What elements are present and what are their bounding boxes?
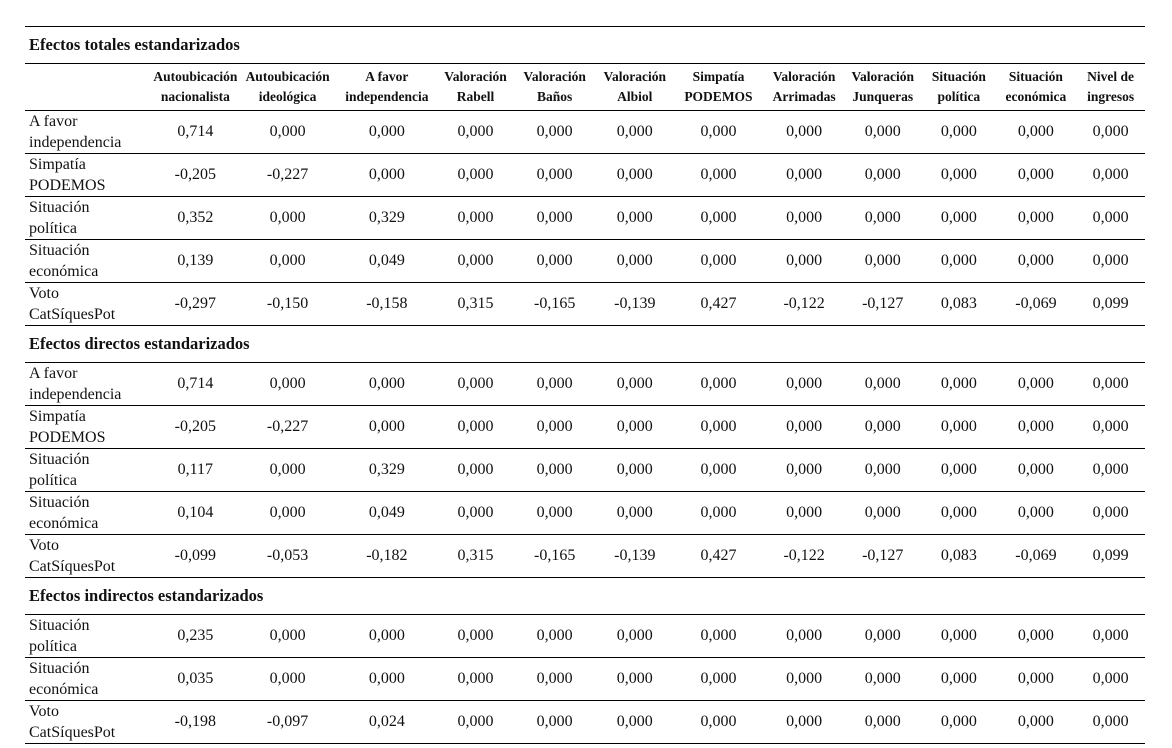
value-cell: -0,165 (512, 283, 598, 326)
value-cell: 0,000 (843, 197, 922, 240)
value-cell: 0,000 (1076, 492, 1145, 535)
value-cell: -0,069 (996, 283, 1077, 326)
value-cell: -0,182 (334, 535, 439, 578)
value-cell: 0,000 (996, 615, 1077, 658)
value-cell: 0,000 (765, 406, 844, 449)
column-header (922, 64, 996, 111)
value-cell: 0,083 (922, 535, 996, 578)
value-cell: 0,000 (241, 197, 335, 240)
value-cell: 0,099 (1076, 535, 1145, 578)
value-cell: 0,000 (843, 658, 922, 701)
column-header-line: Valoración (851, 69, 914, 84)
value-cell: -0,127 (843, 535, 922, 578)
value-cell: 0,000 (241, 363, 335, 406)
value-cell: -0,165 (512, 535, 598, 578)
value-cell: 0,000 (672, 111, 765, 154)
column-header-line: Situación (1008, 69, 1063, 84)
value-cell: 0,000 (996, 363, 1077, 406)
column-header-line: ideológica (258, 89, 317, 104)
value-cell: 0,000 (334, 154, 439, 197)
column-header-line: económica (1005, 89, 1067, 104)
value-cell: 0,714 (150, 363, 241, 406)
value-cell: 0,000 (241, 492, 335, 535)
column-header (150, 64, 241, 111)
value-cell: 0,139 (150, 240, 241, 283)
row-label-line: económica (29, 515, 99, 532)
value-cell: 0,000 (843, 492, 922, 535)
value-cell: 0,000 (922, 615, 996, 658)
column-header (439, 64, 512, 111)
value-cell: 0,000 (922, 197, 996, 240)
row-label-line: Voto (29, 537, 59, 554)
row-label (25, 615, 150, 658)
value-cell: 0,000 (334, 363, 439, 406)
value-cell: 0,049 (334, 240, 439, 283)
value-cell: 0,000 (996, 701, 1077, 744)
value-cell: 0,000 (439, 406, 512, 449)
value-cell: 0,000 (922, 111, 996, 154)
value-cell: 0,000 (843, 701, 922, 744)
value-cell: 0,000 (765, 197, 844, 240)
value-cell: 0,000 (672, 197, 765, 240)
value-cell: 0,000 (843, 363, 922, 406)
value-cell: 0,000 (765, 492, 844, 535)
value-cell: 0,329 (334, 197, 439, 240)
value-cell: 0,000 (439, 363, 512, 406)
value-cell: 0,000 (512, 154, 598, 197)
table-row (25, 406, 1145, 449)
value-cell: 0,000 (996, 197, 1077, 240)
value-cell: 0,000 (334, 615, 439, 658)
column-header (843, 64, 922, 111)
column-header (996, 64, 1077, 111)
value-cell: 0,000 (672, 701, 765, 744)
row-label (25, 283, 150, 326)
column-header-line: Autoubicación (153, 69, 238, 84)
row-label-line: independencia (29, 134, 122, 151)
row-label-line: CatSíquesPot (29, 724, 116, 741)
value-cell: 0,000 (1076, 154, 1145, 197)
table-row (25, 154, 1145, 197)
value-cell: 0,000 (598, 240, 673, 283)
column-header-line: Nivel de (1087, 69, 1135, 84)
row-label-line: Voto (29, 285, 59, 302)
value-cell: -0,227 (241, 154, 335, 197)
column-header (672, 64, 765, 111)
value-cell: 0,000 (439, 701, 512, 744)
row-label-line: política (29, 472, 77, 489)
value-cell: 0,000 (843, 111, 922, 154)
row-label-line: independencia (29, 386, 122, 403)
table-row (25, 701, 1145, 744)
table-row (25, 449, 1145, 492)
value-cell: 0,427 (672, 283, 765, 326)
column-header-line: Baños (537, 89, 573, 104)
value-cell: 0,000 (439, 449, 512, 492)
value-cell: -0,122 (765, 535, 844, 578)
value-cell: 0,000 (1076, 111, 1145, 154)
value-cell: 0,000 (765, 363, 844, 406)
row-label (25, 535, 150, 578)
value-cell: 0,000 (512, 701, 598, 744)
value-cell: 0,000 (598, 363, 673, 406)
row-label (25, 449, 150, 492)
row-label (25, 701, 150, 744)
value-cell: 0,000 (598, 492, 673, 535)
value-cell: 0,000 (598, 658, 673, 701)
value-cell: 0,000 (843, 406, 922, 449)
column-header-row (25, 64, 1145, 111)
row-label-line: Simpatía (29, 408, 86, 425)
table-row (25, 111, 1145, 154)
value-cell: 0,000 (598, 406, 673, 449)
value-cell: 0,000 (1076, 406, 1145, 449)
row-label (25, 111, 150, 154)
value-cell: 0,000 (765, 449, 844, 492)
value-cell: 0,000 (996, 492, 1077, 535)
column-header-line: Albiol (617, 89, 653, 104)
value-cell: 0,000 (672, 658, 765, 701)
column-header (334, 64, 439, 111)
value-cell: 0,000 (765, 658, 844, 701)
value-cell: 0,000 (512, 111, 598, 154)
column-header-line: Valoración (603, 69, 667, 84)
value-cell: -0,099 (150, 535, 241, 578)
column-header-line: Rabell (456, 89, 495, 104)
value-cell: 0,000 (922, 240, 996, 283)
value-cell: 0,000 (672, 406, 765, 449)
value-cell: 0,000 (996, 154, 1077, 197)
value-cell: 0,000 (765, 615, 844, 658)
row-label-line: Situación (29, 617, 90, 634)
value-cell: 0,104 (150, 492, 241, 535)
value-cell: 0,000 (996, 240, 1077, 283)
value-cell: 0,000 (512, 449, 598, 492)
value-cell: 0,000 (334, 658, 439, 701)
value-cell: 0,000 (922, 658, 996, 701)
value-cell: 0,000 (672, 363, 765, 406)
value-cell: 0,000 (334, 111, 439, 154)
value-cell: 0,000 (765, 701, 844, 744)
value-cell: 0,099 (1076, 283, 1145, 326)
value-cell: 0,000 (439, 111, 512, 154)
value-cell: -0,069 (996, 535, 1077, 578)
value-cell: 0,000 (439, 240, 512, 283)
table-row (25, 615, 1145, 658)
value-cell: 0,000 (922, 449, 996, 492)
column-header (241, 64, 335, 111)
column-header (512, 64, 598, 111)
value-cell: 0,000 (241, 240, 335, 283)
value-cell: 0,329 (334, 449, 439, 492)
value-cell: 0,000 (1076, 701, 1145, 744)
value-cell: 0,000 (439, 197, 512, 240)
value-cell: 0,000 (765, 240, 844, 283)
value-cell: 0,000 (922, 154, 996, 197)
column-header-line: política (937, 89, 981, 104)
column-header-line: A favor (365, 69, 409, 84)
value-cell: 0,000 (765, 154, 844, 197)
value-cell: 0,000 (765, 111, 844, 154)
row-label-line: económica (29, 263, 99, 280)
value-cell: 0,000 (922, 492, 996, 535)
row-label-line: Situación (29, 494, 90, 511)
table-row (25, 197, 1145, 240)
row-label (25, 492, 150, 535)
value-cell: 0,000 (1076, 658, 1145, 701)
row-label-line: Situación (29, 242, 90, 259)
row-label-line: política (29, 220, 77, 237)
value-cell: 0,000 (439, 492, 512, 535)
effects-table-container (25, 26, 1145, 744)
section-title: Efectos indirectos estandarizados (25, 578, 1145, 615)
value-cell: 0,000 (334, 406, 439, 449)
value-cell: 0,000 (512, 240, 598, 283)
value-cell: 0,000 (512, 406, 598, 449)
value-cell: -0,097 (241, 701, 335, 744)
table-row (25, 240, 1145, 283)
row-label-line: CatSíquesPot (29, 306, 116, 323)
value-cell: -0,227 (241, 406, 335, 449)
table-row (25, 283, 1145, 326)
value-cell: 0,000 (241, 615, 335, 658)
row-label-line: Simpatía (29, 156, 86, 173)
value-cell: 0,000 (598, 615, 673, 658)
value-cell: 0,000 (439, 154, 512, 197)
value-cell: 0,000 (672, 240, 765, 283)
value-cell: 0,000 (439, 615, 512, 658)
row-label-line: A favor (29, 365, 78, 382)
value-cell: 0,035 (150, 658, 241, 701)
value-cell: 0,315 (439, 283, 512, 326)
value-cell: 0,024 (334, 701, 439, 744)
row-label-line: política (29, 638, 77, 655)
value-cell: 0,000 (598, 111, 673, 154)
value-cell: 0,000 (241, 658, 335, 701)
row-label (25, 240, 150, 283)
value-cell: -0,297 (150, 283, 241, 326)
column-header-line: Valoración (523, 69, 586, 84)
value-cell: -0,122 (765, 283, 844, 326)
table-row (25, 658, 1145, 701)
value-cell: 0,000 (996, 658, 1077, 701)
value-cell: 0,000 (672, 615, 765, 658)
value-cell: 0,000 (672, 492, 765, 535)
section-title-row (25, 326, 1145, 363)
column-header-line: Valoración (772, 69, 836, 84)
section-title: Efectos totales estandarizados (25, 27, 1145, 64)
column-header-line: ingresos (1087, 89, 1135, 104)
value-cell: 0,000 (598, 154, 673, 197)
section-title: Efectos directos estandarizados (25, 326, 1145, 363)
column-header (1076, 64, 1145, 111)
value-cell: 0,000 (1076, 615, 1145, 658)
column-header-line: Simpatía (692, 69, 745, 84)
column-header (765, 64, 844, 111)
value-cell: 0,000 (512, 492, 598, 535)
column-header-line: Arrimadas (772, 89, 836, 104)
value-cell: 0,315 (439, 535, 512, 578)
value-cell: -0,139 (598, 535, 673, 578)
value-cell: -0,158 (334, 283, 439, 326)
value-cell: 0,083 (922, 283, 996, 326)
value-cell: 0,000 (512, 197, 598, 240)
value-cell: 0,000 (672, 449, 765, 492)
value-cell: 0,000 (512, 658, 598, 701)
value-cell: 0,000 (598, 197, 673, 240)
value-cell: 0,000 (598, 449, 673, 492)
value-cell: 0,117 (150, 449, 241, 492)
table-row (25, 363, 1145, 406)
column-header-line: Junqueras (852, 89, 914, 104)
row-label-line: Situación (29, 660, 90, 677)
value-cell: 0,000 (1076, 197, 1145, 240)
row-label (25, 363, 150, 406)
row-label (25, 406, 150, 449)
column-header-line: nacionalista (160, 89, 230, 104)
column-header-line: independencia (345, 89, 429, 104)
row-label-line: Situación (29, 451, 90, 468)
row-label-line: A favor (29, 113, 78, 130)
value-cell: -0,150 (241, 283, 335, 326)
value-cell: 0,000 (922, 363, 996, 406)
row-label-line: Voto (29, 703, 59, 720)
empty-header-cell (25, 64, 150, 111)
row-label-line: económica (29, 681, 99, 698)
value-cell: 0,000 (439, 658, 512, 701)
value-cell: 0,000 (996, 449, 1077, 492)
value-cell: 0,000 (922, 701, 996, 744)
value-cell: 0,000 (996, 111, 1077, 154)
table-row (25, 535, 1145, 578)
value-cell: 0,000 (843, 154, 922, 197)
value-cell: 0,427 (672, 535, 765, 578)
value-cell: 0,000 (843, 615, 922, 658)
value-cell: 0,235 (150, 615, 241, 658)
value-cell: 0,000 (1076, 449, 1145, 492)
row-label (25, 658, 150, 701)
value-cell: 0,049 (334, 492, 439, 535)
row-label (25, 154, 150, 197)
value-cell: 0,714 (150, 111, 241, 154)
standardized-effects-table (25, 26, 1145, 744)
value-cell: -0,139 (598, 283, 673, 326)
value-cell: -0,205 (150, 154, 241, 197)
value-cell: 0,000 (843, 449, 922, 492)
value-cell: 0,352 (150, 197, 241, 240)
value-cell: -0,205 (150, 406, 241, 449)
column-header (598, 64, 673, 111)
value-cell: 0,000 (843, 240, 922, 283)
row-label-line: PODEMOS (29, 429, 106, 446)
value-cell: 0,000 (922, 406, 996, 449)
value-cell: 0,000 (241, 111, 335, 154)
table-row (25, 492, 1145, 535)
row-label-line: CatSíquesPot (29, 558, 116, 575)
value-cell: 0,000 (996, 406, 1077, 449)
row-label-line: PODEMOS (29, 177, 106, 194)
value-cell: 0,000 (672, 154, 765, 197)
column-header-line: Autoubicación (245, 69, 330, 84)
value-cell: -0,127 (843, 283, 922, 326)
value-cell: 0,000 (1076, 240, 1145, 283)
value-cell: 0,000 (512, 615, 598, 658)
row-label-line: Situación (29, 199, 90, 216)
value-cell: 0,000 (512, 363, 598, 406)
value-cell: -0,053 (241, 535, 335, 578)
value-cell: 0,000 (1076, 363, 1145, 406)
section-title-row (25, 578, 1145, 615)
column-header-line: Valoración (444, 69, 507, 84)
value-cell: -0,198 (150, 701, 241, 744)
row-label (25, 197, 150, 240)
column-header-line: PODEMOS (684, 89, 753, 104)
column-header-line: Situación (931, 69, 986, 84)
section-title-row (25, 27, 1145, 64)
value-cell: 0,000 (598, 701, 673, 744)
value-cell: 0,000 (241, 449, 335, 492)
